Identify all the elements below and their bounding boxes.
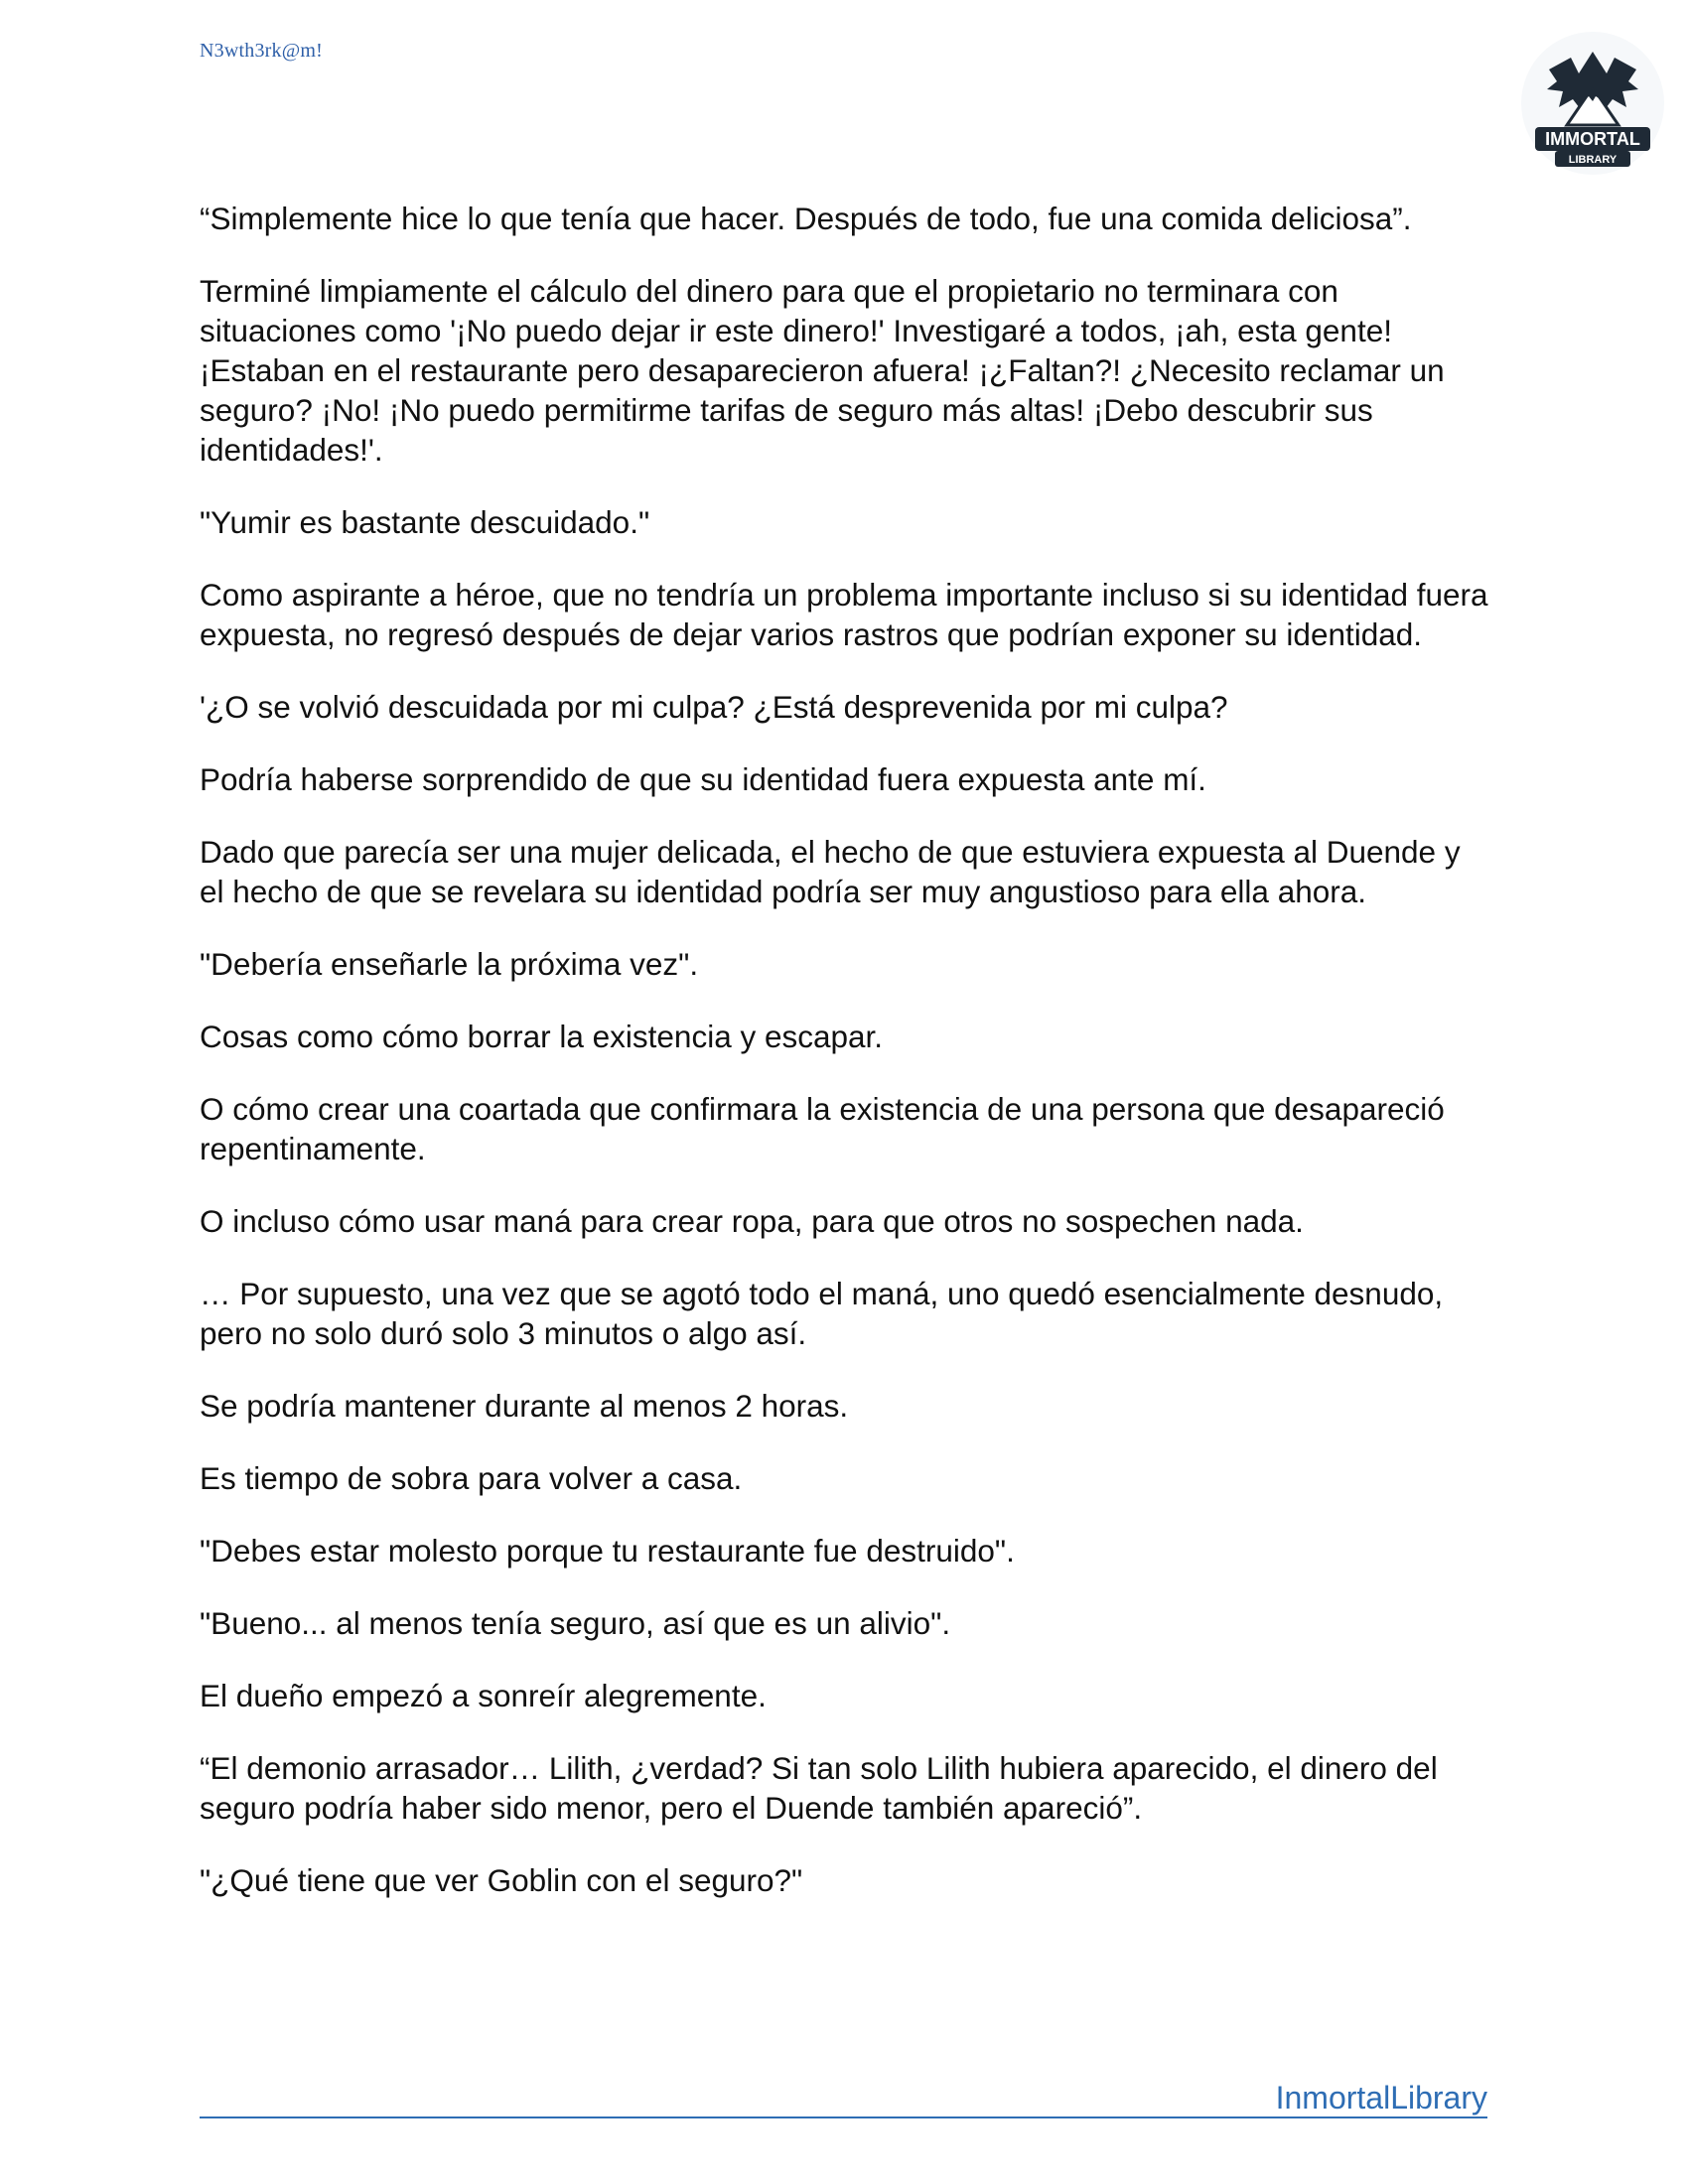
paragraph: … Por supuesto, una vez que se agotó todo el maná, uno quedó esencialmente desnudo, pero no solo duró solo 3 minutos o algo así.: [200, 1276, 1444, 1351]
paragraph: '¿O se volvió descuidada por mi culpa? ¿Está desprevenida por mi culpa?: [200, 689, 1228, 725]
paragraph: Cosas como cómo borrar la existencia y escapar.: [200, 1019, 884, 1054]
footer-rule: [200, 2079, 1487, 2118]
document-body: [200, 199, 1490, 1933]
paragraph: "Bueno... al menos tenía seguro, así que es un alivio".: [200, 1605, 951, 1641]
paragraph: "Debería enseñarle la próxima vez".: [200, 946, 699, 982]
paragraph: "Yumir es bastante descuidado.": [200, 504, 650, 540]
header-watermark: N3wth3rk@m!: [200, 40, 323, 62]
paragraph: Como aspirante a héroe, que no tendría un problema importante incluso si su identidad fuera expuesta, no regresó después de dejar varios rastros que podrían exponer su identidad.: [200, 577, 1488, 652]
paragraph: Es tiempo de sobra para volver a casa.: [200, 1460, 743, 1496]
paragraph: O incluso cómo usar maná para crear ropa, para que otros no sospechen nada.: [200, 1203, 1304, 1239]
logo-text-library: LIBRARY: [1568, 154, 1618, 166]
logo-text-immortal: IMMORTAL: [1545, 129, 1640, 149]
paragraph: Terminé limpiamente el cálculo del dinero para que el propietario no terminara con situaciones como '¡No puedo dejar ir este dinero!' Investigaré a todos, ¡ah, esta gente! ¡Estaban en el restaurante pero desaparecieron afuera! ¡¿Faltan?! ¿Necesito reclamar un seguro? ¡No! ¡No puedo permitirme tarifas de seguro más altas! ¡Debo descubrir sus identidades!'.: [200, 273, 1445, 468]
paragraph: "Debes estar molesto porque tu restaurante fue destruido".: [200, 1533, 1015, 1569]
paragraph: "¿Qué tiene que ver Goblin con el seguro?": [200, 1862, 803, 1898]
paragraph: Se podría mantener durante al menos 2 horas.: [200, 1388, 849, 1424]
footer-link[interactable]: InmortalLibrary: [1275, 2080, 1487, 2116]
paragraph: O cómo crear una coartada que confirmara la existencia de una persona que desapareció repentinamente.: [200, 1091, 1445, 1166]
logo-emblem: [1519, 30, 1666, 177]
paragraph: “Simplemente hice lo que tenía que hacer. Después de todo, fue una comida deliciosa”.: [200, 201, 1412, 236]
paragraph: El dueño empezó a sonreír alegremente.: [200, 1678, 767, 1713]
immortal-library-logo: [1519, 30, 1666, 177]
paragraph: “El demonio arrasador… Lilith, ¿verdad? Si tan solo Lilith hubiera aparecido, el dinero del seguro podría haber sido menor, pero el Duende también apareció”.: [200, 1750, 1438, 1826]
paragraph: Podría haberse sorprendido de que su identidad fuera expuesta ante mí.: [200, 761, 1206, 797]
paragraph: Dado que parecía ser una mujer delicada, el hecho de que estuviera expuesta al Duende y el hecho de que se revelara su identidad podría ser muy angustioso para ella ahora.: [200, 834, 1461, 909]
